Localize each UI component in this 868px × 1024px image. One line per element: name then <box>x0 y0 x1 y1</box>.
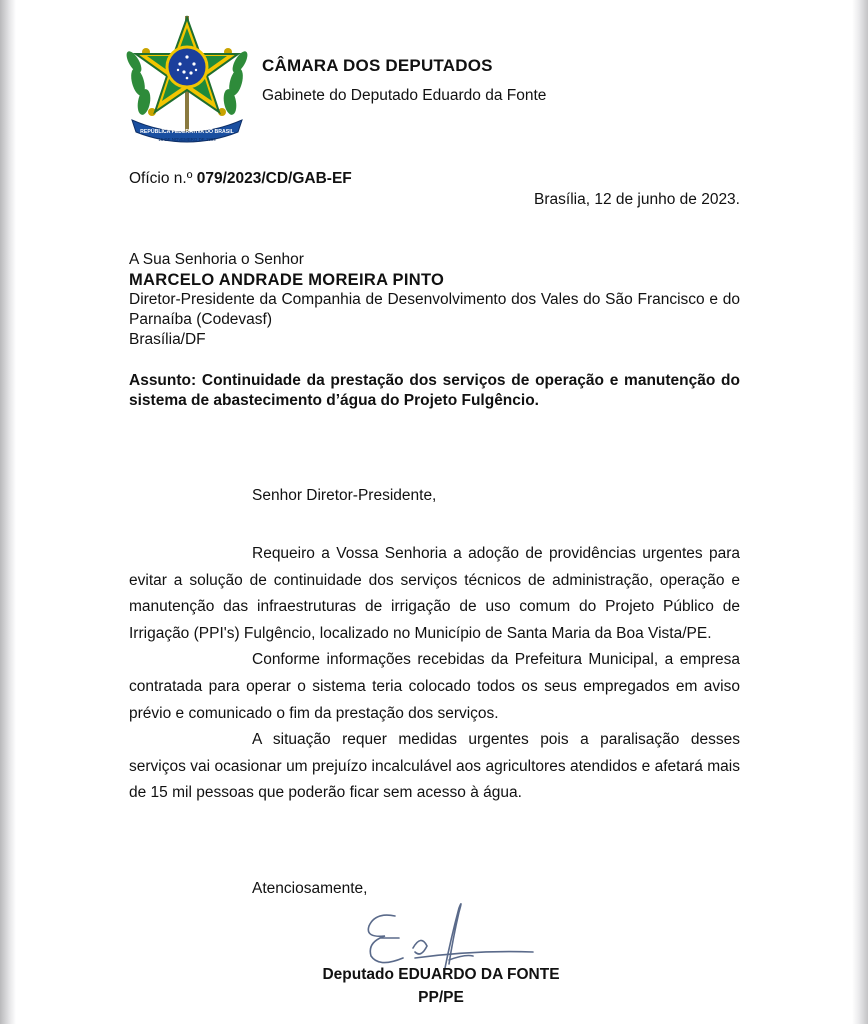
body-paragraph-2: Conforme informações recebidas da Prefeitura Municipal, a empresa contratada para operar o sistema teria colocado todos os seus empregados em aviso prévio e comunicado o fim da prestação dos serviços. <box>129 651 740 722</box>
greeting: Senhor Diretor-Presidente, <box>252 487 437 504</box>
reference-label: Ofício n.º <box>129 170 193 187</box>
document-reference <box>129 170 352 188</box>
svg-text:REPÚBLICA FEDERATIVA DO BRASIL: REPÚBLICA FEDERATIVA DO BRASIL <box>140 129 234 135</box>
recipient-block <box>129 250 740 350</box>
recipient-name: MARCELO ANDRADE MOREIRA PINTO <box>129 271 445 289</box>
recipient-city: Brasília/DF <box>129 331 206 348</box>
recipient-salutation: A Sua Senhoria o Senhor <box>129 251 304 268</box>
page-edge-right <box>852 0 868 1024</box>
body-paragraph-3: A situação requer medidas urgentes pois a paralisação desses serviços vai ocasionar um prejuízo incalculável aos agricultores atendidos e afetará mais de 15 mil pessoas que poderão ficar sem acesso à água. <box>129 731 740 802</box>
svg-text:15 DE NOVEMBRO DE 1889: 15 DE NOVEMBRO DE 1889 <box>158 137 216 142</box>
signatory-party: PP/PE <box>418 989 464 1006</box>
page-edge-left <box>0 0 16 1024</box>
office-subtitle: Gabinete do Deputado Eduardo da Fonte <box>262 87 547 104</box>
letter-body <box>129 541 740 807</box>
reference-number: 079/2023/CD/GAB-EF <box>196 170 352 187</box>
recipient-role: Diretor-Presidente da Companhia de Desenvolvimento dos Vales do São Francisco e do Parnaíba (Codevasf) <box>129 291 740 328</box>
body-paragraph-1: Requeiro a Vossa Senhoria a adoção de providências urgentes para evitar a solução de continuidade dos serviços técnicos de administração, operação e manutenção das infraestruturas de irrigação de uso comum do Projeto Público de Irrigação (PPI's) Fulgêncio, localizado no Município de Santa Maria da Boa Vista/PE. <box>129 545 740 642</box>
letterhead <box>262 56 546 105</box>
closing: Atenciosamente, <box>252 880 368 897</box>
signatory-name: Deputado EDUARDO DA FONTE <box>322 966 560 983</box>
institution-title: CÂMARA DOS DEPUTADOS <box>262 56 493 75</box>
place-and-date: Brasília, 12 de junho de 2023. <box>534 191 740 208</box>
brazil-coat-of-arms-icon <box>124 12 250 146</box>
subject-line: Assunto: Continuidade da prestação dos serviços de operação e manutenção do sistema de abastecimento d’água do Projeto Fulgêncio. <box>129 372 740 409</box>
